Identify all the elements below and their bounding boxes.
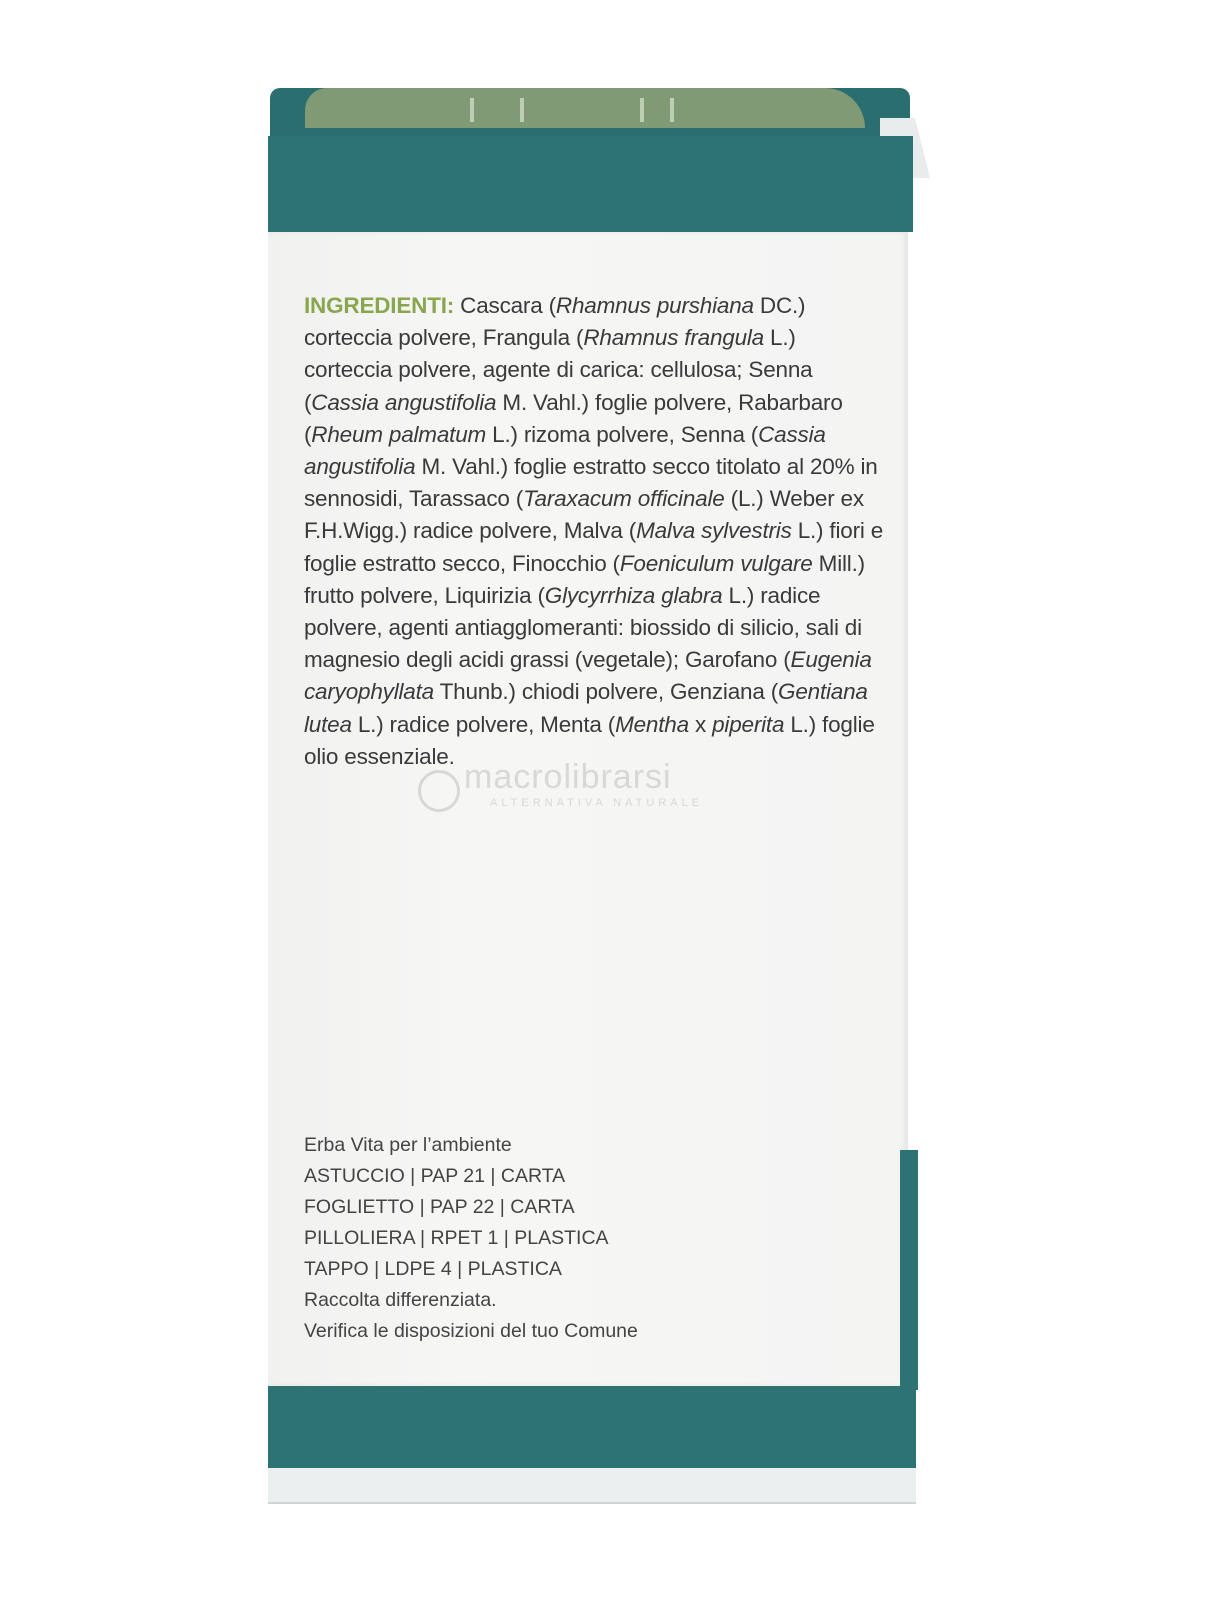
ingredient-botanical-name: Cassia angustifolia bbox=[304, 421, 826, 480]
box-top-flap-band bbox=[305, 88, 865, 128]
ingredient-text: M. Vahl.) foglie estratto secco titolato al 20% in sennosidi, Tarassaco ( bbox=[304, 454, 878, 512]
ingredient-botanical-name: Mentha bbox=[615, 711, 689, 737]
teal-band-top bbox=[268, 136, 913, 232]
ingredient-botanical-name: Cassia angustifolia bbox=[311, 389, 497, 415]
recycling-line: ASTUCCIO | PAP 21 | CARTA bbox=[304, 1165, 566, 1187]
recycling-line: Verifica le disposizioni del tuo Comune bbox=[304, 1320, 638, 1342]
ingredient-botanical-name: Foeniculum vulgare bbox=[619, 550, 813, 576]
ingredient-text: L.) corteccia polvere, agente di carica: cellulosa; Senna ( bbox=[304, 325, 813, 415]
recycling-line: PILLOLIERA | RPET 1 | PLASTICA bbox=[304, 1227, 609, 1249]
ingredient-text: L.) radice polvere, Menta ( bbox=[351, 711, 616, 737]
ingredient-botanical-name: Glycyrrhiza glabra bbox=[544, 582, 723, 608]
ingredient-botanical-name: piperita bbox=[712, 711, 785, 737]
ingredient-botanical-name: Rhamnus purshiana bbox=[555, 293, 754, 318]
ingredient-text: Cascara ( bbox=[454, 293, 556, 318]
ingredient-text: Thunb.) chiodi polvere, Genziana ( bbox=[433, 679, 779, 705]
recycling-line: Erba Vita per l’ambiente bbox=[304, 1134, 512, 1156]
watermark-subtext: ALTERNATIVA NATURALE bbox=[490, 797, 704, 809]
ingredient-text: x bbox=[688, 711, 713, 737]
ingredient-text: Mill.) frutto polvere, Liquirizia ( bbox=[304, 550, 865, 608]
ingredients-body bbox=[304, 293, 883, 769]
flap-mark bbox=[640, 98, 644, 122]
recycling-line: FOGLIETTO | PAP 22 | CARTA bbox=[304, 1196, 575, 1218]
ingredient-botanical-name: Rheum palmatum bbox=[311, 421, 487, 447]
ingredient-text: L.) rizoma polvere, Senna ( bbox=[486, 421, 759, 447]
ingredient-botanical-name: Eugenia caryophyllata bbox=[304, 647, 872, 705]
recycling-line: TAPPO | LDPE 4 | PLASTICA bbox=[304, 1258, 562, 1280]
ingredient-botanical-name: Gentiana lutea bbox=[304, 679, 868, 737]
ingredients-label: INGREDIENTI: bbox=[304, 293, 455, 318]
flap-mark bbox=[670, 98, 674, 122]
ingredient-text: DC.) corteccia polvere, Frangula ( bbox=[304, 293, 806, 351]
ingredient-text: (L.) Weber ex F.H.Wigg.) radice polvere, Malva ( bbox=[304, 486, 864, 544]
watermark-text: macrolibrarsi bbox=[464, 758, 672, 796]
watermark bbox=[420, 758, 840, 809]
ingredient-botanical-name: Taraxacum officinale bbox=[523, 486, 725, 512]
ingredient-text: L.) radice polvere, agenti antiagglomeranti: biossido di silicio, sali di magnesio degli acidi grassi (vegetale); Garofano ( bbox=[304, 582, 862, 673]
flap-mark bbox=[470, 98, 474, 122]
ingredient-text: L.) fiori e foglie estratto secco, Finocchio ( bbox=[304, 518, 884, 576]
teal-band-bottom bbox=[268, 1386, 916, 1474]
ingredient-botanical-name: Rhamnus frangula bbox=[583, 325, 764, 351]
ingredient-text: L.) foglie olio essenziale. bbox=[304, 711, 875, 769]
recycling-line: Raccolta differenziata. bbox=[304, 1289, 497, 1311]
teal-side-edge bbox=[900, 1150, 918, 1390]
ingredient-botanical-name: Malva sylvestris bbox=[636, 518, 792, 544]
recycling-info bbox=[304, 1130, 864, 1347]
box-bottom-edge bbox=[268, 1468, 916, 1504]
flap-mark bbox=[520, 98, 524, 122]
ingredients-text bbox=[304, 290, 884, 773]
ingredient-text: M. Vahl.) foglie polvere, Rabarbaro ( bbox=[304, 389, 843, 447]
